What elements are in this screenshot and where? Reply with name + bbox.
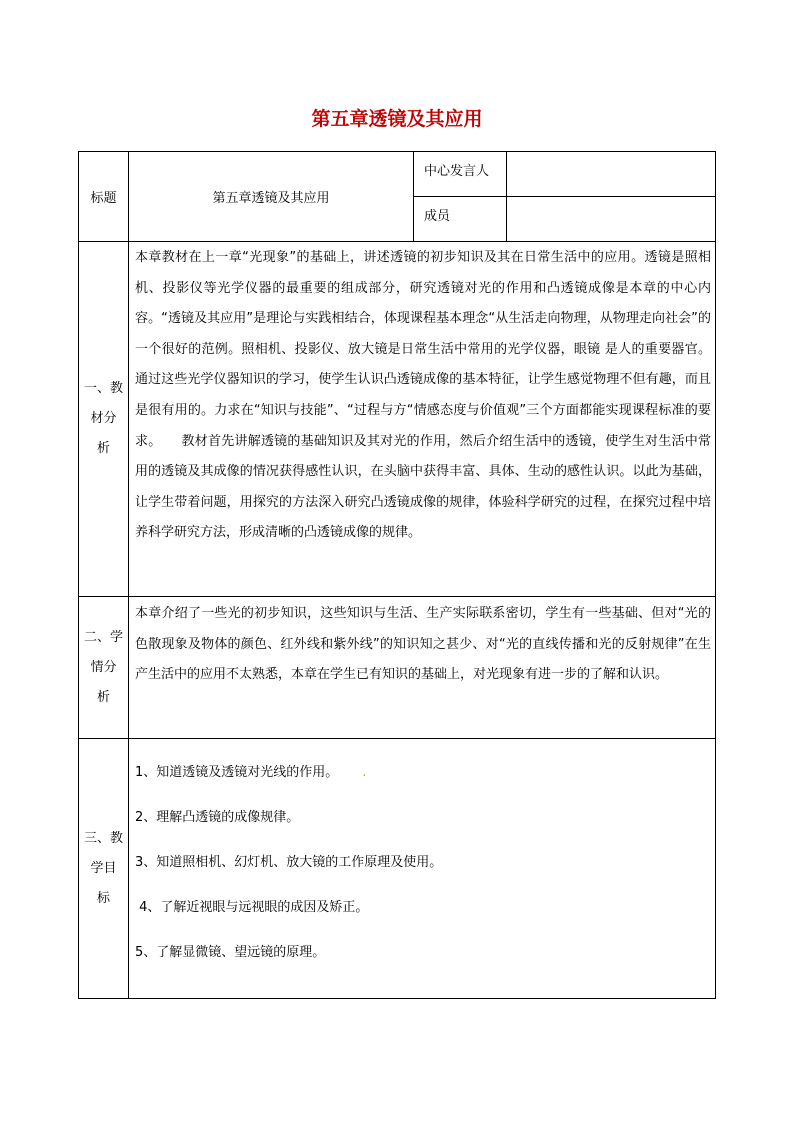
members-label-cell <box>414 197 507 242</box>
section-2-label-cell <box>79 597 129 739</box>
goal-item-5: 5、了解显微镜、望远镜的原理。 <box>135 945 326 960</box>
goal-item-3: 3、知道照相机、幻灯机、放大镜的工作原理及使用。 <box>135 855 443 870</box>
page-title: 第五章透镜及其应用 <box>311 108 483 130</box>
section-1-text: 本章教材在上一章“光现象”的基础上，讲述透镜的初步知识及其在日常生活中的应用。透镜是照相机、投影仪等光学仪器的最重要的组成部分，研究透镜对光的作用和凸透镜成像是本章的中心内容。“透镜及其应用”是理论与实践相结合，体现课程基本理念“从生活走向物理，从物理走向社会”的一个很好的范例。照相机、投影仪、放大镜是日常生活中常用的光学仪器，眼镜 是人的重要器官。通过这些光学仪器知识的学习，使学生认识凸透镜成像的基本特征，让学生感觉物理不但有趣，而且是很有用的。力求在“知识与技能”、“过程与方“情感态度与价值观”三个方面都能实现课程标准的要求。 教材首先讲解透镜的基础知识及其对光的作用，然后介绍生活中的透镜，使学生对生活中常用的透镜及其成像的情况获得感性认识，在头脑中获得丰富、具体、生动的感性认识。以此为基础，让学生带着问题，用探究的方法深入研究凸透镜成像的规律，体验科学研究的过程，在探究过程中培养科学研究方法，形成清晰的凸透镜成像的规律。 <box>135 250 711 541</box>
section-2-label-line-1: 二、学 <box>83 629 123 645</box>
goal-item-2: 2、理解凸透镜的成像规律。 <box>135 810 300 825</box>
section-1-label-line-2: 材分 <box>90 411 117 426</box>
subject-text: 第五章透镜及其应用 <box>212 191 330 206</box>
speaker-value-cell[interactable] <box>507 152 716 197</box>
title-label-cell <box>79 152 129 242</box>
section-3-label-line-2: 学目 <box>90 860 117 876</box>
section-3-label-line-3: 标 <box>96 890 110 906</box>
speaker-label: 中心发言人 <box>424 164 490 179</box>
section-2-label-line-3: 析 <box>96 689 110 705</box>
section-3-label-line-1: 三、教 <box>83 830 123 846</box>
section-1-label-line-3: 析 <box>96 441 110 456</box>
members-value-cell[interactable] <box>507 197 716 242</box>
section-2-label-line-2: 情分 <box>90 659 117 675</box>
section-1-text-cell <box>129 242 716 597</box>
section-2-text-cell <box>129 597 716 739</box>
section-3-goals-cell <box>129 739 716 999</box>
section-1-label-cell <box>79 242 129 597</box>
goal-item-4: 4、了解近视眼与远视眼的成因及矫正。 <box>135 900 369 915</box>
title-label: 标题 <box>90 191 117 206</box>
section-2-text: 本章介绍了一些光的初步知识，这些知识与生活、生产实际联系密切，学生有一些基础、但对“光的色散现象及物体的颜色、红外线和紫外线”的知识知之甚少、对“光的直线传播和光的反射规律”在生产生活中的应用不太熟悉，本章在学生已有知识的基础上，对光现象有进一步的了解和认识。 <box>135 606 711 683</box>
stray-dot-mark: . <box>362 765 367 780</box>
speaker-label-cell <box>414 152 507 197</box>
section-1-label-line-1: 一、教 <box>83 381 123 396</box>
section-3-label-cell <box>79 739 129 999</box>
lesson-plan-table <box>78 151 716 999</box>
members-label: 成员 <box>424 209 451 224</box>
subject-cell <box>129 152 414 242</box>
goal-item-1: 1、知道透镜及透镜对光线的作用。 . <box>135 765 367 780</box>
